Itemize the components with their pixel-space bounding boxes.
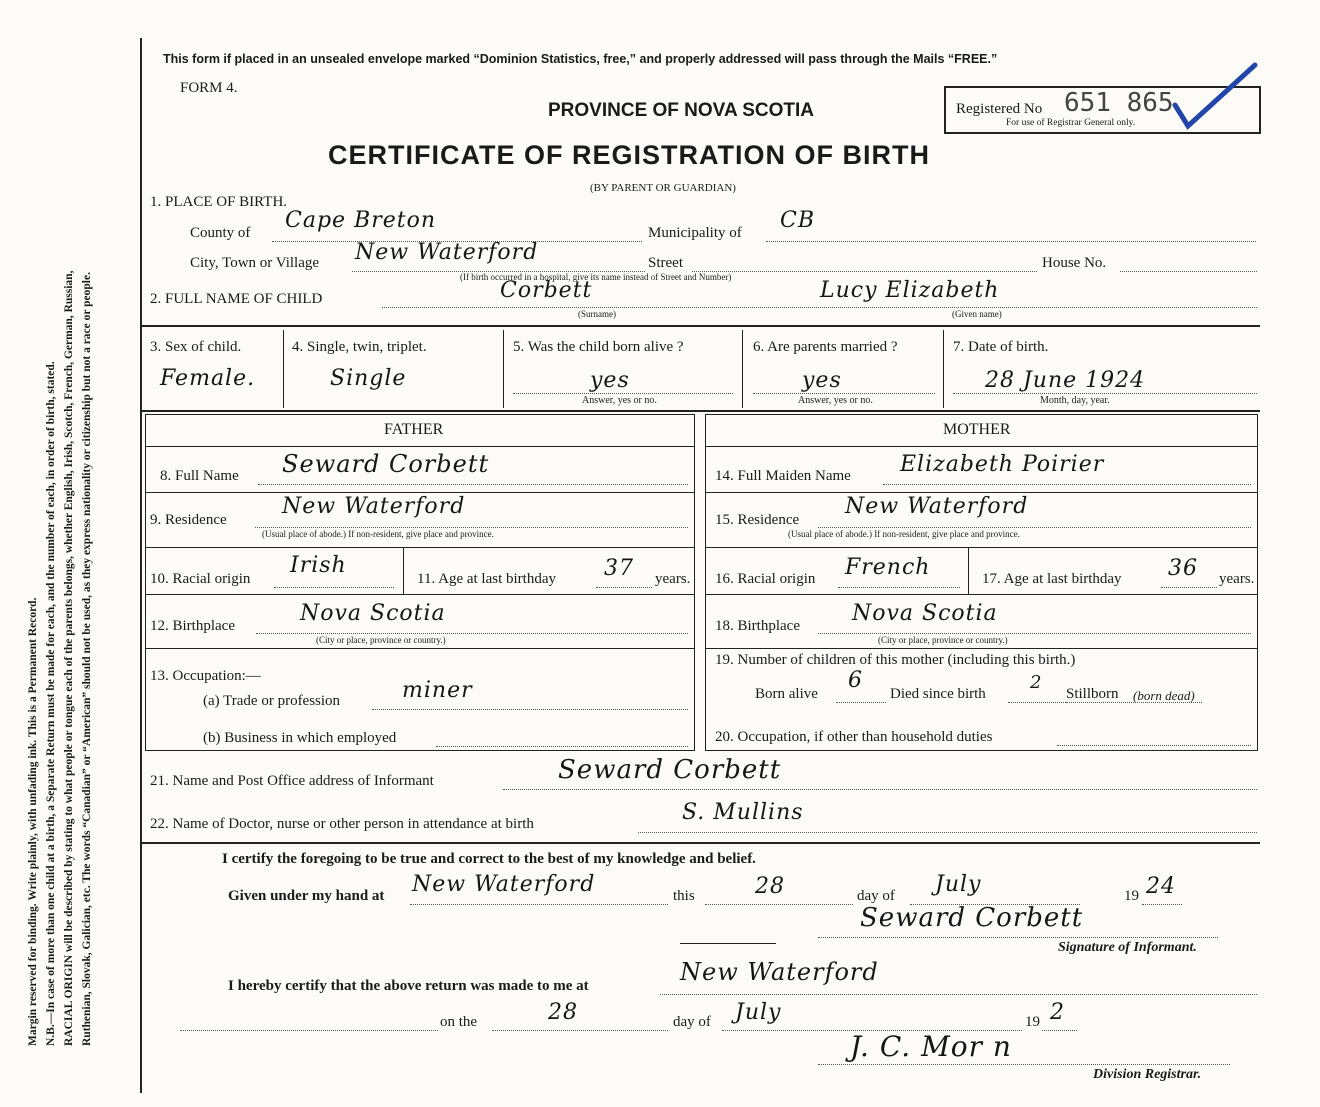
children-count-label: 19. Number of children of this mother (including this birth.): [715, 652, 1076, 668]
mother-occupation-label: 20. Occupation, if other than household duties: [715, 729, 993, 745]
parents-married-value: yes: [802, 368, 842, 393]
informant-signature: Seward Corbett: [860, 903, 1084, 933]
parents-married-caption: Answer, yes or no.: [798, 395, 873, 406]
mother-race-label: 16. Racial origin: [715, 571, 816, 587]
mother-race: French: [845, 555, 931, 580]
father-residence-caption: (Usual place of abode.) If non-resident, give place and province.: [262, 529, 494, 539]
trade-value: miner: [402, 678, 473, 703]
certificate-title: CERTIFICATE OF REGISTRATION OF BIRTH: [328, 140, 930, 170]
margin-line-3: RACIAL ORIGIN will be described by stating to what people or tongue each of the parents belongs, whether English, Irish, Scotch, French, German, Russian,: [63, 270, 75, 1046]
blue-checkmark: [1170, 60, 1260, 140]
municipality-value: CB: [780, 208, 815, 233]
postal-notice: This form if placed in an unsealed envelope marked “Dominion Statistics, free,” and properly addressed will pass through the Mails “FREE.”: [163, 52, 998, 66]
mother-birthplace-caption: (City or place, province or country.): [878, 635, 1008, 645]
registrar-day-of-label: day of: [673, 1014, 711, 1030]
parents-married-label: 6. Are parents married ?: [753, 339, 898, 355]
multiplicity-label: 4. Single, twin, triplet.: [292, 339, 427, 355]
given-place: New Waterford: [412, 872, 596, 897]
informant-value: Seward Corbett: [558, 755, 782, 785]
given-day: 28: [755, 874, 785, 899]
father-birthplace-caption: (City or place, province or country.): [316, 635, 446, 645]
child-given-name: Lucy Elizabeth: [820, 278, 1000, 303]
certify-statement: I certify the foregoing to be true and correct to the best of my knowledge and belief.: [222, 851, 756, 867]
given-name-caption: (Given name): [952, 309, 1002, 319]
given-year-suffix: 24: [1146, 874, 1176, 899]
registrar-on-label: on the: [440, 1014, 478, 1030]
street-label: Street: [648, 255, 683, 271]
father-age: 37: [604, 556, 634, 581]
county-label: County of: [190, 225, 251, 241]
margin-line-4: Ruthenian, Slovak, Galician, etc. The words “Canadian” or “American” should not be used, as they express nationality or citizenship but not a race or people.: [81, 272, 93, 1046]
mother-age: 36: [1168, 556, 1198, 581]
margin-instructions: [24, 66, 96, 1046]
born-alive-caption: Answer, yes or no.: [582, 395, 657, 406]
multiplicity-value: Single: [330, 366, 407, 391]
divider-3: [142, 842, 1260, 844]
day-of-label: day of: [857, 888, 895, 904]
separator-line: [680, 943, 776, 944]
registered-note: For use of Registrar General only.: [1006, 118, 1136, 128]
registered-number: 651 865: [1064, 88, 1174, 118]
registered-label: Registered No: [956, 101, 1043, 117]
divider-1: [142, 325, 1260, 327]
child-surname: Corbett: [500, 278, 593, 303]
father-residence: New Waterford: [282, 494, 466, 519]
registrar-year-prefix: 19: [1025, 1014, 1040, 1030]
father-header: FATHER: [384, 421, 444, 438]
surname-caption: (Surname): [578, 309, 616, 319]
house-number-label: House No.: [1042, 255, 1107, 271]
this-label: this: [673, 888, 695, 904]
mother-birthplace-label: 18. Birthplace: [715, 618, 800, 634]
mother-residence: New Waterford: [845, 494, 1029, 519]
father-name: Seward Corbett: [282, 450, 490, 478]
father-race: Irish: [290, 553, 347, 578]
born-alive-value: yes: [590, 368, 630, 393]
father-name-label: 8. Full Name: [160, 468, 239, 484]
municipality-label: Municipality of: [648, 225, 742, 241]
attendant-label: 22. Name of Doctor, nurse or other person in attendance at birth: [150, 816, 534, 832]
mother-birthplace: Nova Scotia: [852, 601, 998, 626]
place-of-birth-label: 1. PLACE OF BIRTH.: [150, 194, 288, 210]
stillborn-label: Stillborn: [1066, 686, 1119, 702]
margin-line-2: N.B.—In case of more than one child at a birth, a Separate Return must be made for each, and the number of each, in order of birth, stated.: [45, 361, 57, 1046]
given-month: July: [935, 872, 982, 897]
mother-name-label: 14. Full Maiden Name: [715, 468, 851, 484]
mother-age-label: 17. Age at last birthday: [982, 571, 1122, 587]
father-occupation-label: 13. Occupation:—: [150, 668, 261, 684]
county-value: Cape Breton: [285, 208, 437, 233]
born-alive-count: 6: [848, 668, 863, 693]
province-heading: PROVINCE OF NOVA SCOTIA: [548, 100, 815, 121]
mother-header: MOTHER: [943, 421, 1011, 438]
stillborn-note: (born dead): [1133, 688, 1195, 703]
city-value: New Waterford: [355, 240, 539, 265]
registrar-month: July: [735, 1000, 782, 1025]
father-residence-label: 9. Residence: [150, 512, 227, 528]
given-under-label: Given under my hand at: [228, 888, 385, 904]
registrar-place: New Waterford: [680, 958, 879, 986]
father-age-unit: years.: [655, 571, 691, 587]
father-race-label: 10. Racial origin: [150, 571, 251, 587]
date-of-birth-value: 28 June 1924: [985, 368, 1146, 393]
certificate-subtitle: (BY PARENT OR GUARDIAN): [590, 182, 736, 194]
born-alive-label: 5. Was the child born alive ?: [513, 339, 684, 355]
sex-label: 3. Sex of child.: [150, 339, 242, 355]
attendant-value: S. Mullins: [682, 800, 804, 825]
registrar-year-suffix: 2: [1050, 1000, 1065, 1025]
informant-label: 21. Name and Post Office address of Informant: [150, 773, 434, 789]
city-label: City, Town or Village: [190, 255, 320, 271]
date-of-birth-label: 7. Date of birth.: [953, 339, 1049, 355]
date-of-birth-caption: Month, day, year.: [1040, 395, 1110, 406]
father-birthplace-label: 12. Birthplace: [150, 618, 235, 634]
born-alive-count-label: Born alive: [755, 686, 818, 702]
father-age-label: 11. Age at last birthday: [417, 571, 556, 587]
registrar-signature-caption: Division Registrar.: [1093, 1067, 1202, 1082]
died-count-label: Died since birth: [890, 686, 986, 702]
child-name-label: 2. FULL NAME OF CHILD: [150, 291, 323, 307]
form-number: FORM 4.: [180, 80, 238, 96]
margin-line-1: Margin reserved for binding. Write plainly, with unfading ink. This is a Permanent Record.: [27, 597, 39, 1046]
divider-2: [142, 410, 1260, 412]
trade-label: (a) Trade or profession: [203, 693, 341, 709]
died-count: 2: [1030, 672, 1043, 693]
hospital-note: (If birth occurred in a hospital, give its name instead of Street and Number): [460, 272, 732, 282]
sex-value: Female.: [160, 366, 256, 391]
mother-residence-caption: (Usual place of abode.) If non-resident, give place and province.: [788, 529, 1020, 539]
business-label: (b) Business in which employed: [203, 730, 397, 746]
registrar-signature: J. C. Mor n: [850, 1030, 1012, 1063]
informant-signature-caption: Signature of Informant.: [1058, 940, 1197, 955]
mother-residence-label: 15. Residence: [715, 512, 800, 528]
mother-age-unit: years.: [1219, 571, 1255, 587]
left-border: [140, 38, 142, 1093]
mother-name: Elizabeth Poirier: [900, 452, 1105, 477]
registrar-day: 28: [548, 1000, 578, 1025]
father-birthplace: Nova Scotia: [300, 601, 446, 626]
registrar-statement: I hereby certify that the above return was made to me at: [228, 978, 589, 994]
given-year-prefix: 19: [1124, 888, 1139, 904]
